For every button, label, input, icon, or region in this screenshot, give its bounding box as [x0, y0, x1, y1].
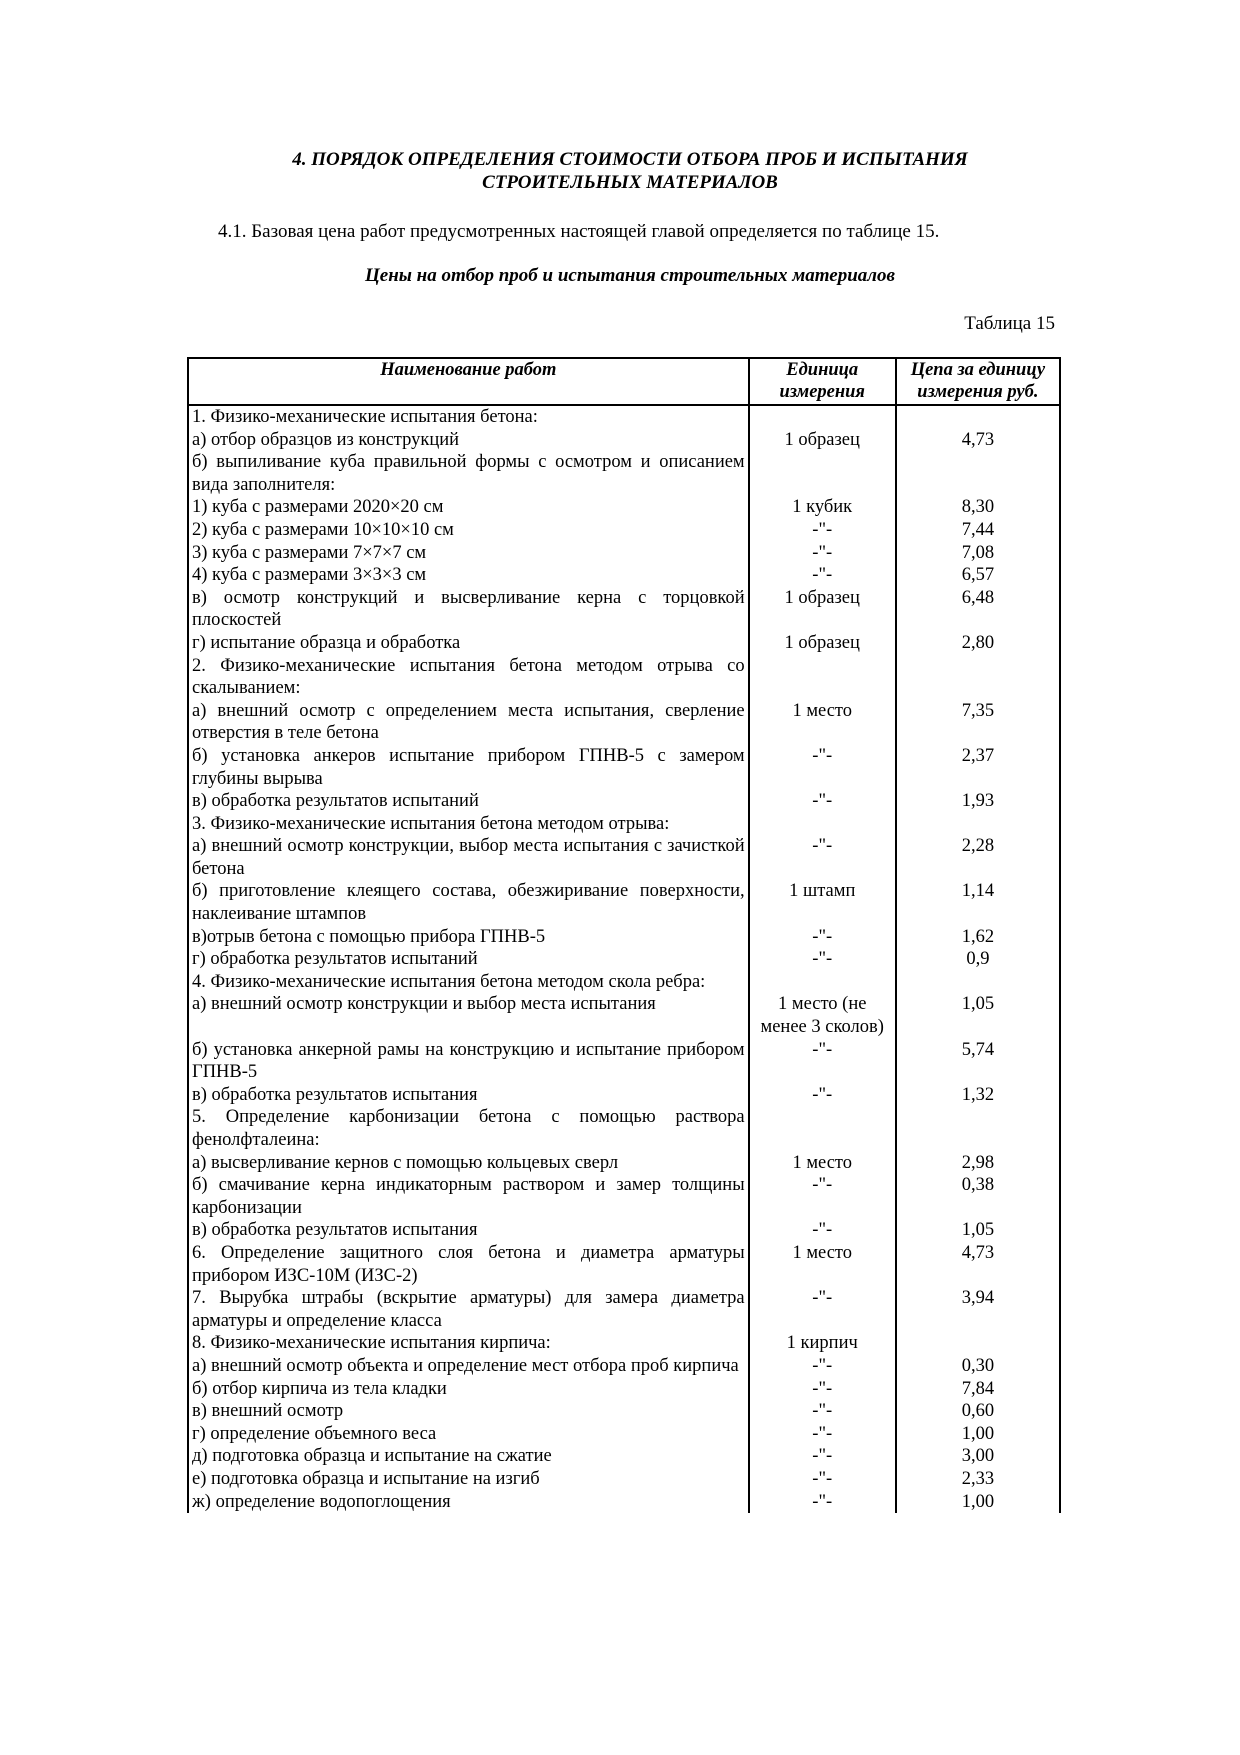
row-price-cell: 1,14	[896, 880, 1060, 925]
row-name-cell: 4. Физико-механические испытания бетона методом скола ребра:	[188, 971, 749, 994]
table-row	[188, 971, 1060, 994]
intro-paragraph: 4.1. Базовая цена работ предусмотренных настоящей главой определяется по таблице 15.	[218, 221, 940, 242]
row-unit-cell	[749, 655, 896, 700]
table-body	[188, 405, 1060, 1513]
table-row	[188, 1287, 1060, 1332]
row-unit-cell: -"-	[749, 519, 896, 542]
row-name-cell: в) обработка результатов испытаний	[188, 790, 749, 813]
row-name-cell: б) смачивание керна индикаторным раствором и замер толщины карбонизации	[188, 1174, 749, 1219]
row-name-cell: в) осмотр конструкций и высверливание керна с торцовкой плоскостей	[188, 587, 749, 632]
row-unit-cell: -"-	[749, 1174, 896, 1219]
row-unit-cell: 1 штамп	[749, 880, 896, 925]
row-price-cell: 1,00	[896, 1491, 1060, 1514]
row-name-cell: г) определение объемного веса	[188, 1423, 749, 1446]
section-heading-line-2: СТРОИТЕЛЬНЫХ МАТЕРИАЛОВ	[482, 172, 778, 193]
row-name-cell: ж) определение водопоглощения	[188, 1491, 749, 1514]
table-row	[188, 926, 1060, 949]
row-unit-cell	[749, 813, 896, 836]
row-name-cell: 4) куба с размерами 3×3×3 см	[188, 564, 749, 587]
table-row	[188, 405, 1060, 429]
header-unit: Единица измерения	[749, 358, 896, 405]
table-row	[188, 835, 1060, 880]
row-price-cell	[896, 405, 1060, 429]
table-row	[188, 1400, 1060, 1423]
row-price-cell: 0,60	[896, 1400, 1060, 1423]
row-unit-cell: -"-	[749, 926, 896, 949]
row-unit-cell: 1 место (не менее 3 сколов)	[749, 993, 896, 1038]
row-name-cell: а) внешний осмотр объекта и определение мест отбора проб кирпича	[188, 1355, 749, 1378]
table-row	[188, 429, 1060, 452]
table-row	[188, 1423, 1060, 1446]
row-name-cell: в) обработка результатов испытания	[188, 1084, 749, 1107]
table-row	[188, 880, 1060, 925]
table-row	[188, 745, 1060, 790]
row-unit-cell: -"-	[749, 1400, 896, 1423]
row-unit-cell: 1 место	[749, 700, 896, 745]
row-price-cell: 1,00	[896, 1423, 1060, 1446]
row-unit-cell: -"-	[749, 1039, 896, 1084]
row-price-cell	[896, 1106, 1060, 1151]
row-name-cell: 6. Определение защитного слоя бетона и диаметра арматуры прибором ИЗС-10М (ИЗС-2)	[188, 1242, 749, 1287]
row-price-cell: 1,05	[896, 1219, 1060, 1242]
row-name-cell: б) установка анкерной рамы на конструкцию и испытание прибором ГПНВ-5	[188, 1039, 749, 1084]
row-price-cell: 7,35	[896, 700, 1060, 745]
section-heading	[190, 148, 1070, 194]
row-unit-cell: -"-	[749, 948, 896, 971]
row-name-cell: 5. Определение карбонизации бетона с помощью раствора фенолфталеина:	[188, 1106, 749, 1151]
table-row	[188, 451, 1060, 496]
table-row	[188, 542, 1060, 565]
row-name-cell: 2) куба с размерами 10×10×10 см	[188, 519, 749, 542]
row-name-cell: б) отбор кирпича из тела кладки	[188, 1378, 749, 1401]
row-price-cell: 1,05	[896, 993, 1060, 1038]
row-name-cell: 1. Физико-механические испытания бетона:	[188, 405, 749, 429]
row-price-cell: 2,28	[896, 835, 1060, 880]
row-unit-cell: -"-	[749, 1355, 896, 1378]
table-row	[188, 1219, 1060, 1242]
row-name-cell: в)отрыв бетона с помощью прибора ГПНВ-5	[188, 926, 749, 949]
table-row	[188, 632, 1060, 655]
row-unit-cell	[749, 405, 896, 429]
row-unit-cell: -"-	[749, 564, 896, 587]
row-price-cell: 5,74	[896, 1039, 1060, 1084]
table-row	[188, 1152, 1060, 1175]
table-row	[188, 1039, 1060, 1084]
table-row	[188, 564, 1060, 587]
row-price-cell: 3,94	[896, 1287, 1060, 1332]
row-price-cell: 1,93	[896, 790, 1060, 813]
row-unit-cell: 1 образец	[749, 429, 896, 452]
row-price-cell: 4,73	[896, 1242, 1060, 1287]
table-row	[188, 1378, 1060, 1401]
table-row	[188, 519, 1060, 542]
row-price-cell: 7,84	[896, 1378, 1060, 1401]
table-row	[188, 1084, 1060, 1107]
row-unit-cell: -"-	[749, 1287, 896, 1332]
row-price-cell: 0,38	[896, 1174, 1060, 1219]
table-row	[188, 655, 1060, 700]
row-price-cell: 8,30	[896, 496, 1060, 519]
table-row	[188, 1106, 1060, 1151]
table-row	[188, 790, 1060, 813]
row-price-cell: 4,73	[896, 429, 1060, 452]
table-row	[188, 993, 1060, 1038]
row-price-cell	[896, 655, 1060, 700]
table-row	[188, 1355, 1060, 1378]
row-name-cell: б) приготовление клеящего состава, обезжиривание поверхности, наклеивание штампов	[188, 880, 749, 925]
row-unit-cell: -"-	[749, 1423, 896, 1446]
table-row	[188, 1491, 1060, 1514]
row-name-cell: а) внешний осмотр с определением места испытания, сверление отверстия в теле бетона	[188, 700, 749, 745]
row-name-cell: г) испытание образца и обработка	[188, 632, 749, 655]
row-price-cell: 2,33	[896, 1468, 1060, 1491]
row-price-cell: 0,9	[896, 948, 1060, 971]
row-unit-cell: 1 образец	[749, 632, 896, 655]
row-name-cell: е) подготовка образца и испытание на изгиб	[188, 1468, 749, 1491]
row-price-cell	[896, 1332, 1060, 1355]
row-name-cell: в) внешний осмотр	[188, 1400, 749, 1423]
row-name-cell: 3) куба с размерами 7×7×7 см	[188, 542, 749, 565]
table-row	[188, 700, 1060, 745]
row-price-cell: 1,62	[896, 926, 1060, 949]
row-name-cell: а) внешний осмотр конструкции и выбор места испытания	[188, 993, 749, 1038]
row-unit-cell: 1 образец	[749, 587, 896, 632]
row-unit-cell: -"-	[749, 745, 896, 790]
row-unit-cell	[749, 1106, 896, 1151]
table-row	[188, 1332, 1060, 1355]
row-name-cell: д) подготовка образца и испытание на сжатие	[188, 1445, 749, 1468]
header-price: Цепа за единицу измерения руб.	[896, 358, 1060, 405]
row-name-cell: в) обработка результатов испытания	[188, 1219, 749, 1242]
row-name-cell: а) высверливание кернов с помощью кольцевых сверл	[188, 1152, 749, 1175]
table-subtitle: Цены на отбор проб и испытания строительных материалов	[364, 265, 895, 286]
row-price-cell: 3,00	[896, 1445, 1060, 1468]
row-price-cell: 1,32	[896, 1084, 1060, 1107]
row-unit-cell: -"-	[749, 1378, 896, 1401]
table-row	[188, 813, 1060, 836]
row-name-cell: 3. Физико-механические испытания бетона методом отрыва:	[188, 813, 749, 836]
row-price-cell	[896, 813, 1060, 836]
row-unit-cell: 1 место	[749, 1152, 896, 1175]
row-name-cell: 7. Вырубка штрабы (вскрытие арматуры) для замера диаметра арматуры и определение класса	[188, 1287, 749, 1332]
row-unit-cell: 1 место	[749, 1242, 896, 1287]
row-name-cell: 2. Физико-механические испытания бетона методом отрыва со скалыванием:	[188, 655, 749, 700]
row-unit-cell: 1 кирпич	[749, 1332, 896, 1355]
table-row	[188, 1242, 1060, 1287]
row-unit-cell: -"-	[749, 790, 896, 813]
row-unit-cell: -"-	[749, 1219, 896, 1242]
section-heading-line-1: 4. ПОРЯДОК ОПРЕДЕЛЕНИЯ СТОИМОСТИ ОТБОРА ПРОБ И ИСПЫТАНИЯ	[292, 149, 968, 170]
row-price-cell: 7,44	[896, 519, 1060, 542]
row-price-cell: 0,30	[896, 1355, 1060, 1378]
row-price-cell: 6,48	[896, 587, 1060, 632]
row-name-cell: а) внешний осмотр конструкции, выбор места испытания с зачисткой бетона	[188, 835, 749, 880]
row-name-cell: б) выпиливание куба правильной формы с осмотром и описанием вида заполнителя:	[188, 451, 749, 496]
row-price-cell	[896, 971, 1060, 994]
row-price-cell: 6,57	[896, 564, 1060, 587]
prices-table	[187, 357, 1061, 1513]
table-row	[188, 1468, 1060, 1491]
table-row	[188, 496, 1060, 519]
row-price-cell: 2,37	[896, 745, 1060, 790]
row-price-cell: 2,80	[896, 632, 1060, 655]
table-row	[188, 948, 1060, 971]
row-price-cell: 2,98	[896, 1152, 1060, 1175]
table-row	[188, 1174, 1060, 1219]
table-row	[188, 587, 1060, 632]
row-unit-cell: -"-	[749, 1084, 896, 1107]
row-price-cell: 7,08	[896, 542, 1060, 565]
row-unit-cell	[749, 971, 896, 994]
row-unit-cell: -"-	[749, 542, 896, 565]
row-unit-cell	[749, 451, 896, 496]
table-header-row	[188, 358, 1060, 405]
row-unit-cell: 1 кубик	[749, 496, 896, 519]
row-unit-cell: -"-	[749, 1468, 896, 1491]
row-unit-cell: -"-	[749, 1491, 896, 1514]
row-unit-cell: -"-	[749, 1445, 896, 1468]
row-name-cell: 8. Физико-механические испытания кирпича:	[188, 1332, 749, 1355]
row-name-cell: г) обработка результатов испытаний	[188, 948, 749, 971]
row-price-cell	[896, 451, 1060, 496]
row-name-cell: б) установка анкеров испытание прибором ГПНВ-5 с замером глубины вырыва	[188, 745, 749, 790]
row-unit-cell: -"-	[749, 835, 896, 880]
row-name-cell: а) отбор образцов из конструкций	[188, 429, 749, 452]
row-name-cell: 1) куба с размерами 2020×20 см	[188, 496, 749, 519]
header-name: Наименование работ	[188, 358, 749, 405]
table-number: Таблица 15	[964, 313, 1055, 334]
table-row	[188, 1445, 1060, 1468]
